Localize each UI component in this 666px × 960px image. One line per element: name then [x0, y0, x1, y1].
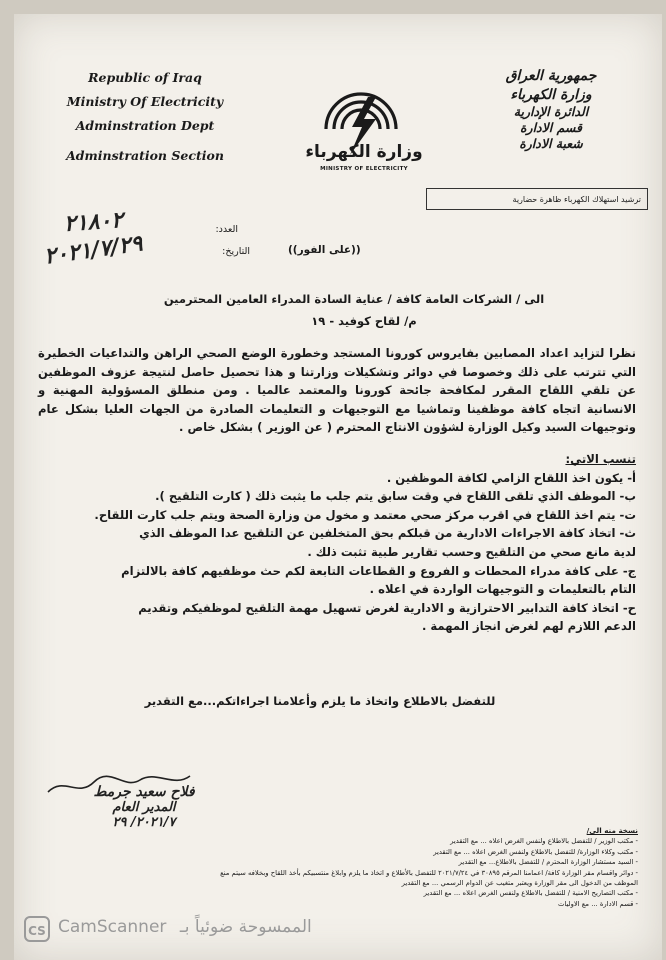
ar-line-section: قسم الادارة [519, 120, 583, 135]
english-letterhead [50, 66, 240, 168]
number-value: ٢١٨٠٢ [63, 207, 124, 238]
cc-line-5: الموظف من الدخول الى مقر الوزارة ويعتبر متغيب عن الدوام الرسمي ... مع التقدير [401, 879, 638, 888]
signatory-title: المدير العام [112, 800, 176, 815]
en-line-section: Adminstration Section [66, 148, 224, 163]
number-label: العدد: [215, 224, 238, 235]
ar-line-republic: جمهورية العراق [505, 68, 597, 84]
signature-date: ٢٠٢١/٧/ ٢٩ [112, 815, 176, 830]
item-a: أ- يكون اخذ اللقاح الزامي لكافة الموظفين . [386, 470, 636, 485]
date-value: ٢٠٢١/٧/٢٩ [42, 231, 145, 270]
en-line-dept: Adminstration Dept [75, 118, 215, 133]
item-j-cont: التام بالتعليمات و التوجيهات الواردة في اعلاه . [369, 582, 636, 597]
cc-line-7: - قسم الادارة ... مع الاوليات [558, 899, 638, 908]
en-line-ministry: Ministry Of Electricity [66, 94, 224, 109]
item-j: ج- على كافة مدراء المحطات و الفروع و القطاعات التابعة لكم حث موظفيهم كافة بالالتزام [121, 563, 636, 578]
cc-list [42, 826, 638, 909]
letter-body: نظرا لتزايد اعداد المصابين بفايروس كورونا المستجد وخطورة الوضع الصحي الراهن والتداعيات الخطيرة التي تترتب على ذلك وخصوصا في دوائر وتشكيلات وزارتنا و هذا تحصيل حاصل لنتيجة عزوف الموظفين عن تلقي اللقاح المقرر لمكافحة جائحة كورونا والمعتمد عالميا . ومن منطلق المسؤولية المهنية و الانسانية اتجاه كافة موظفينا وتماشيا مع التوجيهات و التعليمات الصادرة من الجهات العليا بشكل عام وتوجيهات السيد وكيل الوزارة لشؤون الانتاج المحترم ( عن الوزير ) بشكل خاص . [38, 346, 636, 435]
cc-line-4: - دوائر واقسام مقر الوزارة كافة/ اعمامنا المرقم ٣٠٨٩٥ في ٢٠٢١/٧/٢٤ للتفضل بالأطلاع و اتخاذ ما يلزم وابلاغ منتسبيكم بأخذ اللقاح وبخلافه سيتم منع [220, 868, 638, 877]
camscanner-arabic: الممسوحة ضوئياً بـ [179, 917, 312, 937]
item-th: ث- اتخاذ كافة الاجراءات الادارية من قبلكم بحق المتخلفين عن التلقيح عدا الموظف الذي [139, 526, 636, 541]
cc-line-1: - مكتب الوزير / للتفضل بالاطلاع ولنفس الغرض اعلاه ... مع التقدير [450, 837, 638, 846]
date-label: التاريخ: [222, 246, 250, 257]
logo-text-english: MINISTRY OF ELECTRICITY [320, 166, 408, 172]
cc-heading: نسخة منه الى/ [586, 826, 638, 835]
urgency-note: ((على الفور)) [288, 244, 361, 256]
cc-line-2: - مكتب وكلاء الوزارة/ للتفضل بالاطلاع ولنفس الغرض اعلاه ... مع التقدير [433, 847, 638, 856]
closing-line: للتفضل بالاطلاع واتخاذ ما يلزم وأعلامنا اجراءاتكم...مع التقدير [144, 694, 496, 708]
decision-label: تنسب الاتي: [565, 452, 636, 466]
cc-line-3: - السيد مستشار الوزارة المحترم / للتفضل بالاطلاع... مع التقدير [458, 858, 638, 867]
cc-line-6: - مكتب التصاريح الامنية / للتفضل بالاطلاع ولنفس الغرض اعلاه ... مع التقدير [423, 889, 638, 898]
signature-scribble-icon [44, 770, 194, 800]
camscanner-brand: CamScanner [58, 917, 167, 937]
decision-items [38, 450, 636, 636]
ar-line-unit: شعبة الادارة [519, 136, 583, 151]
item-b: ب- الموظف الذي تلقى اللقاح في وقت سابق يتم جلب ما يثبت ذلك ( كارت التلقيح ). [155, 489, 636, 504]
subject-line: م/ لقاح كوفيد - ١٩ [311, 314, 417, 328]
item-h-cont: الدعم اللازم لهم لغرض انجاز المهمة . [421, 619, 636, 634]
en-line-republic: Republic of Iraq [88, 70, 202, 85]
ar-line-dept: الدائرة الإدارية [513, 104, 589, 119]
arabic-letterhead [476, 66, 626, 152]
camscanner-watermark [58, 917, 312, 937]
signatory-name: فلاح سعيد جرمط [93, 784, 195, 800]
item-th-cont: لدية مانع صحي من التلقيح وحسب تقارير طبية تثبت ذلك . [307, 544, 636, 559]
item-t: ت- يتم اخذ اللقاح في اقرب مركز صحي معتمد و مخول من وزارة الصحة ويتم جلب كارت اللقاح. [94, 507, 636, 522]
camscanner-logo-icon: CS [24, 916, 50, 942]
addressee: الى / الشركات العامة كافة / عناية السادة المدراء العامين المحترمين [163, 292, 545, 306]
document-page [14, 14, 662, 960]
slogan-box: ترشيد استهلاك الكهرباء ظاهرة حضارية [426, 188, 648, 210]
ar-line-ministry: وزارة الكهرباء [510, 87, 592, 103]
signature-block [64, 774, 224, 830]
item-h: ح- اتخاذ كافة التدابير الاحترازية و الادارية لغرض تسهيل مهمة التلقيح لموظفيكم وتقديم [138, 600, 636, 615]
logo-text-arabic: وزارة الكهرباء [305, 142, 423, 162]
